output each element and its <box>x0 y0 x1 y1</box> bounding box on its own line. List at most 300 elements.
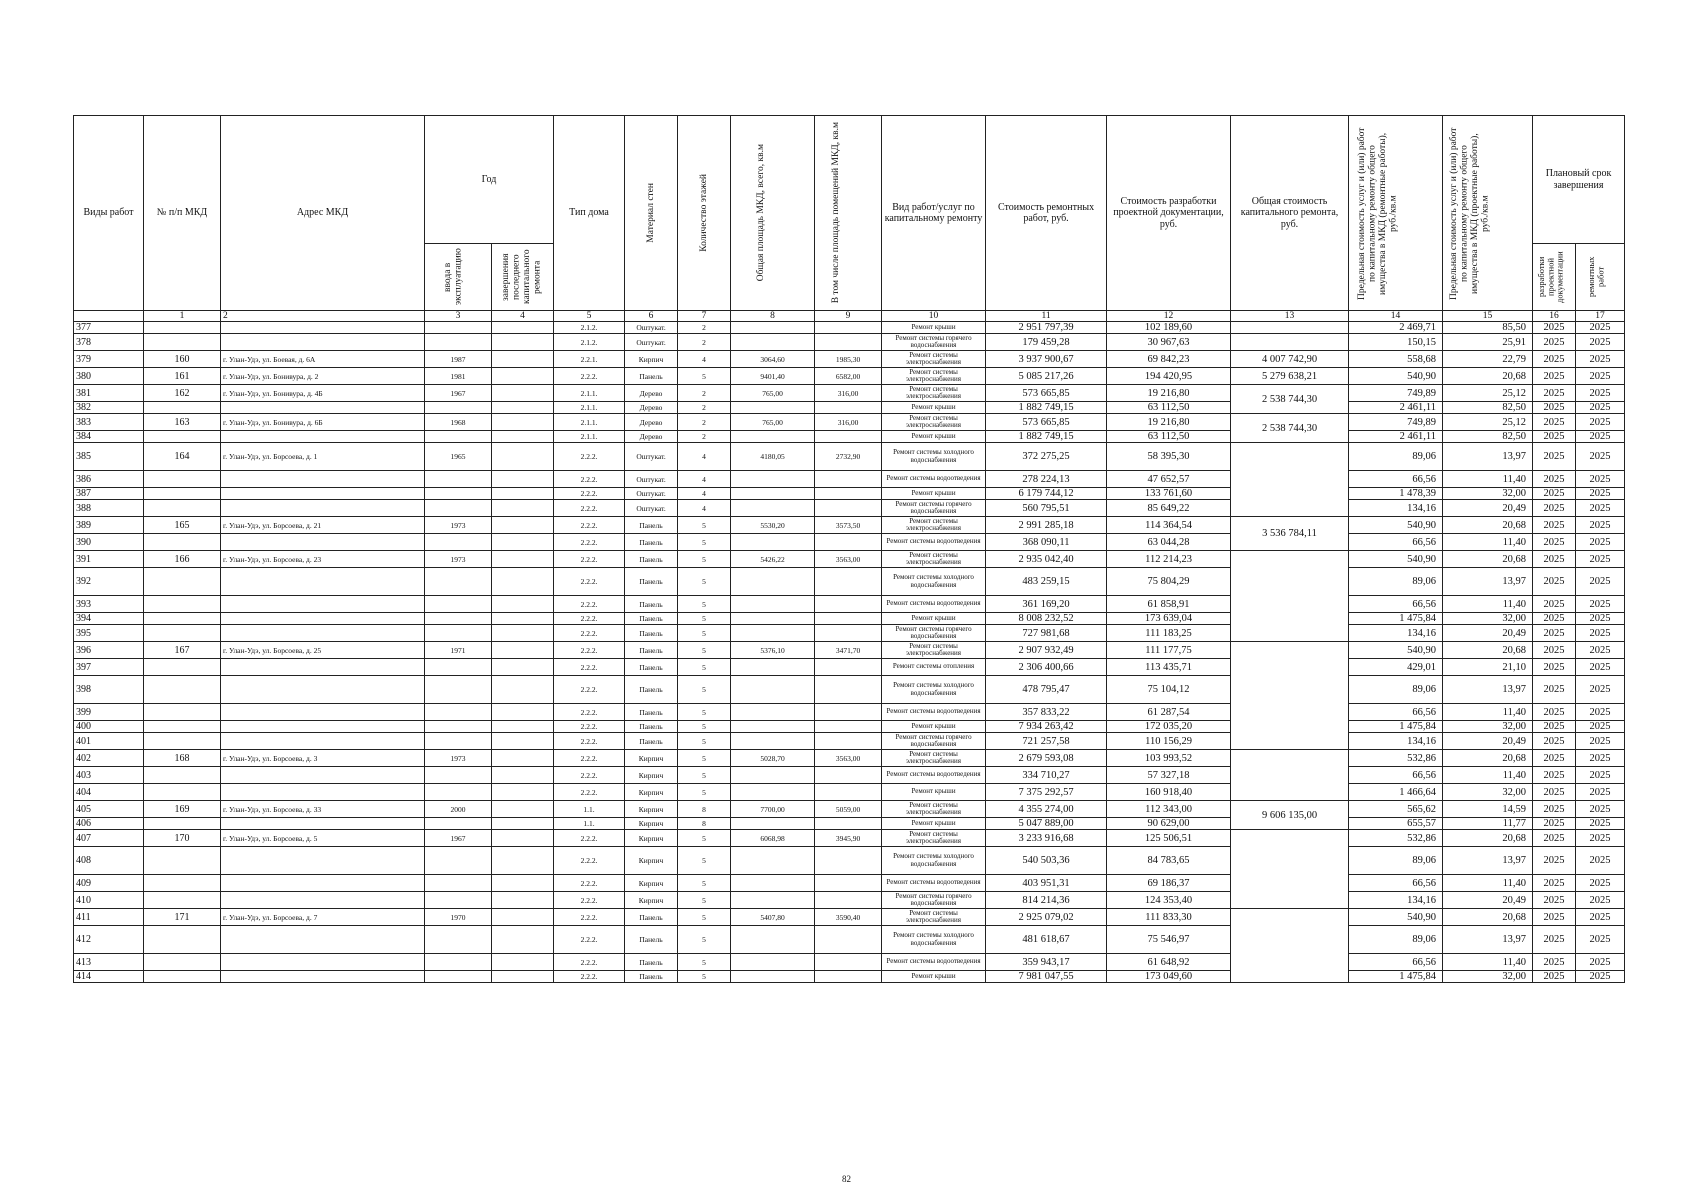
cell-vid-rabot: 382 <box>74 402 144 414</box>
cell-cost-design: 102 189,60 <box>1107 322 1231 334</box>
cell-address: г. Улан-Удэ, ул. Борсоева, д. 33 <box>221 801 425 818</box>
cell-cost-design: 173 049,60 <box>1107 971 1231 983</box>
cell-address: г. Улан-Удэ, ул. Борсоева, д. 5 <box>221 830 425 847</box>
cell-cost-repair: 1 882 749,15 <box>986 431 1107 443</box>
cell-wall-material: Панель <box>625 517 678 534</box>
cell-limit-design: 20,68 <box>1443 750 1533 767</box>
cell-house-type: 2.2.2. <box>554 534 625 551</box>
cell-area-total <box>731 954 815 971</box>
cell-year-commissioning <box>425 847 492 875</box>
table-body <box>74 322 1625 983</box>
table-row <box>74 659 1625 676</box>
cell-floors: 5 <box>678 784 731 801</box>
cell-year-last-repair <box>492 625 554 642</box>
cell-floors: 4 <box>678 500 731 517</box>
cell-mkd-number <box>144 818 221 830</box>
cell-cost-design: 111 177,75 <box>1107 642 1231 659</box>
header-wall-material: Материал стен <box>625 116 678 311</box>
cell-area-rooms <box>815 767 882 784</box>
cell-limit-design: 11,40 <box>1443 954 1533 971</box>
cell-cost-repair: 481 618,67 <box>986 926 1107 954</box>
cell-year-commissioning: 1987 <box>425 351 492 368</box>
cell-area-rooms <box>815 471 882 488</box>
cell-address: г. Улан-Удэ, ул. Боевая, д. 6А <box>221 351 425 368</box>
table-row <box>74 471 1625 488</box>
cell-vid-rabot: 396 <box>74 642 144 659</box>
cell-wall-material: Панель <box>625 368 678 385</box>
cell-cost-design: 124 353,40 <box>1107 892 1231 909</box>
cell-total-cost <box>1231 551 1349 642</box>
cell-year-commissioning <box>425 322 492 334</box>
cell-limit-repair: 1 466,64 <box>1349 784 1443 801</box>
table-row <box>74 443 1625 471</box>
cell-deadline-design: 2025 <box>1533 926 1576 954</box>
cell-house-type: 2.2.2. <box>554 954 625 971</box>
cell-area-total <box>731 875 815 892</box>
cell-work-type: Ремонт крыши <box>882 322 986 334</box>
cell-limit-repair: 532,86 <box>1349 750 1443 767</box>
cell-limit-repair: 540,90 <box>1349 909 1443 926</box>
cell-year-commissioning <box>425 568 492 596</box>
cell-cost-design: 57 327,18 <box>1107 767 1231 784</box>
cell-area-rooms <box>815 500 882 517</box>
cell-mkd-number: 160 <box>144 351 221 368</box>
cell-floors: 5 <box>678 596 731 613</box>
cell-deadline-repair: 2025 <box>1576 613 1625 625</box>
cell-limit-design: 13,97 <box>1443 443 1533 471</box>
cell-house-type: 2.2.2. <box>554 642 625 659</box>
cell-house-type: 2.2.2. <box>554 625 625 642</box>
cell-deadline-repair: 2025 <box>1576 704 1625 721</box>
cell-cost-repair: 2 935 042,40 <box>986 551 1107 568</box>
cell-work-type: Ремонт системы водоотведения <box>882 704 986 721</box>
cell-limit-repair: 89,06 <box>1349 568 1443 596</box>
cell-wall-material: Кирпич <box>625 351 678 368</box>
cell-year-commissioning <box>425 818 492 830</box>
cell-cost-design: 69 842,23 <box>1107 351 1231 368</box>
cell-house-type: 2.2.2. <box>554 551 625 568</box>
cell-area-total: 9401,40 <box>731 368 815 385</box>
cell-deadline-repair: 2025 <box>1576 322 1625 334</box>
cell-cost-repair: 560 795,51 <box>986 500 1107 517</box>
cell-cost-repair: 1 882 749,15 <box>986 402 1107 414</box>
cell-vid-rabot: 404 <box>74 784 144 801</box>
header-limit-design: Предельная стоимость услуг и (или) работ по капитальному ремонту общего имущества в МКД (проектные работы), руб./кв.м <box>1443 116 1533 311</box>
cell-mkd-number <box>144 613 221 625</box>
cell-address: г. Улан-Удэ, ул. Бонивура, д. 6Б <box>221 414 425 431</box>
cell-address <box>221 402 425 414</box>
cell-year-commissioning: 1971 <box>425 642 492 659</box>
column-number: 14 <box>1349 311 1443 322</box>
cell-address <box>221 322 425 334</box>
cell-limit-repair: 150,15 <box>1349 334 1443 351</box>
cell-address <box>221 500 425 517</box>
cell-limit-repair: 532,86 <box>1349 830 1443 847</box>
cell-area-total <box>731 322 815 334</box>
cell-year-last-repair <box>492 926 554 954</box>
cell-vid-rabot: 387 <box>74 488 144 500</box>
cell-mkd-number <box>144 971 221 983</box>
cell-year-commissioning <box>425 767 492 784</box>
cell-address <box>221 954 425 971</box>
cell-cost-repair: 403 951,31 <box>986 875 1107 892</box>
table-row <box>74 534 1625 551</box>
cell-area-total <box>731 659 815 676</box>
cell-deadline-repair: 2025 <box>1576 847 1625 875</box>
cell-cost-design: 61 648,92 <box>1107 954 1231 971</box>
cell-house-type: 2.2.2. <box>554 721 625 733</box>
cell-house-type: 2.1.1. <box>554 402 625 414</box>
cell-limit-repair: 1 475,84 <box>1349 613 1443 625</box>
cell-area-total <box>731 613 815 625</box>
cell-address: г. Улан-Удэ, ул. Борсоева, д. 7 <box>221 909 425 926</box>
cell-address <box>221 767 425 784</box>
cell-area-total: 6068,98 <box>731 830 815 847</box>
cell-deadline-repair: 2025 <box>1576 818 1625 830</box>
cell-deadline-design: 2025 <box>1533 471 1576 488</box>
cell-deadline-repair: 2025 <box>1576 551 1625 568</box>
cell-limit-design: 20,49 <box>1443 500 1533 517</box>
cell-deadline-design: 2025 <box>1533 351 1576 368</box>
cell-floors: 2 <box>678 385 731 402</box>
cell-work-type: Ремонт крыши <box>882 721 986 733</box>
cell-wall-material: Панель <box>625 568 678 596</box>
cell-wall-material: Панель <box>625 926 678 954</box>
cell-mkd-number: 168 <box>144 750 221 767</box>
cell-year-commissioning: 1973 <box>425 750 492 767</box>
cell-area-total <box>731 625 815 642</box>
cell-cost-repair: 368 090,11 <box>986 534 1107 551</box>
header-floors: Количество этажей <box>678 116 731 311</box>
cell-mkd-number <box>144 676 221 704</box>
cell-vid-rabot: 380 <box>74 368 144 385</box>
cell-limit-repair: 1 475,84 <box>1349 971 1443 983</box>
cell-address <box>221 613 425 625</box>
cell-area-total <box>731 784 815 801</box>
cell-mkd-number <box>144 847 221 875</box>
cell-wall-material: Панель <box>625 534 678 551</box>
cell-cost-design: 75 104,12 <box>1107 676 1231 704</box>
cell-cost-design: 194 420,95 <box>1107 368 1231 385</box>
cell-wall-material: Панель <box>625 704 678 721</box>
cell-area-total <box>731 721 815 733</box>
cell-deadline-design: 2025 <box>1533 721 1576 733</box>
cell-wall-material: Оштукат. <box>625 322 678 334</box>
cell-limit-design: 82,50 <box>1443 402 1533 414</box>
cell-cost-design: 111 833,30 <box>1107 909 1231 926</box>
cell-wall-material: Оштукат. <box>625 334 678 351</box>
cell-deadline-repair: 2025 <box>1576 733 1625 750</box>
cell-year-last-repair <box>492 414 554 431</box>
cell-cost-repair: 4 355 274,00 <box>986 801 1107 818</box>
cell-house-type: 2.2.2. <box>554 767 625 784</box>
cell-vid-rabot: 390 <box>74 534 144 551</box>
cell-address <box>221 471 425 488</box>
cell-floors: 4 <box>678 351 731 368</box>
cell-year-last-repair <box>492 875 554 892</box>
cell-floors: 5 <box>678 642 731 659</box>
cell-mkd-number <box>144 704 221 721</box>
cell-area-rooms <box>815 613 882 625</box>
cell-area-total: 5376,10 <box>731 642 815 659</box>
table-row <box>74 892 1625 909</box>
cell-house-type: 2.1.2. <box>554 334 625 351</box>
cell-deadline-design: 2025 <box>1533 534 1576 551</box>
cell-area-rooms: 3471,70 <box>815 642 882 659</box>
cell-deadline-design: 2025 <box>1533 875 1576 892</box>
cell-floors: 5 <box>678 733 731 750</box>
cell-cost-repair: 5 047 889,00 <box>986 818 1107 830</box>
cell-total-cost <box>1231 750 1349 801</box>
cell-address: г. Улан-Удэ, ул. Борсоева, д. 23 <box>221 551 425 568</box>
cell-deadline-design: 2025 <box>1533 954 1576 971</box>
cell-house-type: 2.2.2. <box>554 926 625 954</box>
cell-work-type: Ремонт системы электроснабжения <box>882 351 986 368</box>
cell-total-cost <box>1231 322 1349 334</box>
cell-cost-design: 61 287,54 <box>1107 704 1231 721</box>
cell-year-last-repair <box>492 767 554 784</box>
cell-floors: 5 <box>678 971 731 983</box>
table-row <box>74 351 1625 368</box>
cell-year-last-repair <box>492 443 554 471</box>
cell-deadline-design: 2025 <box>1533 659 1576 676</box>
cell-work-type: Ремонт системы горячего водоснабжения <box>882 500 986 517</box>
cell-area-rooms: 3573,50 <box>815 517 882 534</box>
cell-floors: 5 <box>678 926 731 954</box>
cell-work-type: Ремонт системы горячего водоснабжения <box>882 625 986 642</box>
cell-year-last-repair <box>492 954 554 971</box>
cell-vid-rabot: 401 <box>74 733 144 750</box>
cell-cost-repair: 540 503,36 <box>986 847 1107 875</box>
cell-house-type: 2.2.2. <box>554 659 625 676</box>
cell-vid-rabot: 398 <box>74 676 144 704</box>
cell-vid-rabot: 381 <box>74 385 144 402</box>
cell-total-cost: 2 538 744,30 <box>1231 414 1349 443</box>
cell-wall-material: Панель <box>625 551 678 568</box>
cell-wall-material: Панель <box>625 613 678 625</box>
cell-house-type: 2.2.2. <box>554 471 625 488</box>
cell-cost-design: 30 967,63 <box>1107 334 1231 351</box>
cell-limit-repair: 66,56 <box>1349 471 1443 488</box>
cell-year-last-repair <box>492 551 554 568</box>
cell-work-type: Ремонт крыши <box>882 431 986 443</box>
cell-mkd-number <box>144 954 221 971</box>
cell-vid-rabot: 400 <box>74 721 144 733</box>
cell-area-total: 7700,00 <box>731 801 815 818</box>
cell-deadline-repair: 2025 <box>1576 892 1625 909</box>
cell-deadline-repair: 2025 <box>1576 471 1625 488</box>
cell-year-commissioning: 1965 <box>425 443 492 471</box>
cell-floors: 5 <box>678 892 731 909</box>
cell-year-commissioning: 1967 <box>425 830 492 847</box>
cell-wall-material: Панель <box>625 971 678 983</box>
cell-year-commissioning <box>425 471 492 488</box>
cell-area-rooms: 2732,90 <box>815 443 882 471</box>
cell-vid-rabot: 388 <box>74 500 144 517</box>
cell-cost-design: 160 918,40 <box>1107 784 1231 801</box>
cell-year-commissioning <box>425 676 492 704</box>
cell-deadline-design: 2025 <box>1533 443 1576 471</box>
cell-year-last-repair <box>492 971 554 983</box>
cell-year-last-repair <box>492 704 554 721</box>
cell-wall-material: Кирпич <box>625 847 678 875</box>
cell-cost-repair: 3 233 916,68 <box>986 830 1107 847</box>
cell-deadline-repair: 2025 <box>1576 926 1625 954</box>
table-row <box>74 414 1625 431</box>
cell-floors: 4 <box>678 488 731 500</box>
cell-house-type: 1.1. <box>554 801 625 818</box>
cell-cost-design: 111 183,25 <box>1107 625 1231 642</box>
cell-floors: 5 <box>678 767 731 784</box>
cell-wall-material: Панель <box>625 733 678 750</box>
cell-mkd-number <box>144 659 221 676</box>
cell-mkd-number <box>144 568 221 596</box>
cell-year-last-repair <box>492 909 554 926</box>
cell-total-cost: 3 536 784,11 <box>1231 517 1349 551</box>
cell-wall-material: Оштукат. <box>625 443 678 471</box>
cell-house-type: 2.2.2. <box>554 517 625 534</box>
cell-cost-design: 114 364,54 <box>1107 517 1231 534</box>
cell-limit-repair: 540,90 <box>1349 368 1443 385</box>
cell-year-last-repair <box>492 784 554 801</box>
table-row <box>74 784 1625 801</box>
cell-limit-design: 11,40 <box>1443 596 1533 613</box>
cell-limit-design: 13,97 <box>1443 847 1533 875</box>
cell-mkd-number: 171 <box>144 909 221 926</box>
cell-cost-repair: 3 937 900,67 <box>986 351 1107 368</box>
cell-area-total: 765,00 <box>731 414 815 431</box>
cell-cost-design: 172 035,20 <box>1107 721 1231 733</box>
cell-work-type: Ремонт системы электроснабжения <box>882 414 986 431</box>
cell-limit-design: 20,68 <box>1443 551 1533 568</box>
cell-address <box>221 704 425 721</box>
cell-wall-material: Кирпич <box>625 801 678 818</box>
cell-limit-repair: 540,90 <box>1349 551 1443 568</box>
cell-limit-design: 32,00 <box>1443 613 1533 625</box>
cell-mkd-number <box>144 500 221 517</box>
column-number-row <box>74 311 1625 322</box>
cell-area-total <box>731 818 815 830</box>
cell-area-rooms <box>815 971 882 983</box>
cell-cost-repair: 278 224,13 <box>986 471 1107 488</box>
table-row <box>74 625 1625 642</box>
cell-limit-design: 14,59 <box>1443 801 1533 818</box>
cell-area-rooms: 3590,40 <box>815 909 882 926</box>
cell-address <box>221 431 425 443</box>
cell-cost-repair: 727 981,68 <box>986 625 1107 642</box>
cell-deadline-repair: 2025 <box>1576 721 1625 733</box>
cell-address <box>221 659 425 676</box>
cell-limit-repair: 66,56 <box>1349 954 1443 971</box>
cell-house-type: 2.2.2. <box>554 909 625 926</box>
cell-house-type: 2.2.2. <box>554 847 625 875</box>
cell-deadline-repair: 2025 <box>1576 971 1625 983</box>
cell-cost-design: 125 506,51 <box>1107 830 1231 847</box>
cell-wall-material: Дерево <box>625 431 678 443</box>
cell-house-type: 2.2.2. <box>554 971 625 983</box>
cell-area-total <box>731 402 815 414</box>
cell-cost-design: 19 216,80 <box>1107 414 1231 431</box>
cell-area-rooms <box>815 534 882 551</box>
cell-year-commissioning <box>425 926 492 954</box>
cell-mkd-number <box>144 784 221 801</box>
cell-limit-repair: 429,01 <box>1349 659 1443 676</box>
cell-limit-design: 20,49 <box>1443 625 1533 642</box>
cell-wall-material: Панель <box>625 721 678 733</box>
cell-cost-repair: 7 934 263,42 <box>986 721 1107 733</box>
cell-deadline-repair: 2025 <box>1576 676 1625 704</box>
cell-area-total <box>731 334 815 351</box>
cell-vid-rabot: 407 <box>74 830 144 847</box>
table-row <box>74 954 1625 971</box>
cell-limit-design: 11,40 <box>1443 534 1533 551</box>
cell-floors: 2 <box>678 334 731 351</box>
cell-vid-rabot: 408 <box>74 847 144 875</box>
cell-deadline-repair: 2025 <box>1576 568 1625 596</box>
cell-limit-design: 22,79 <box>1443 351 1533 368</box>
cell-deadline-repair: 2025 <box>1576 801 1625 818</box>
cell-deadline-repair: 2025 <box>1576 402 1625 414</box>
cell-cost-design: 110 156,29 <box>1107 733 1231 750</box>
cell-address <box>221 596 425 613</box>
cell-year-last-repair <box>492 368 554 385</box>
cell-year-commissioning <box>425 954 492 971</box>
cell-year-commissioning <box>425 500 492 517</box>
cell-work-type: Ремонт системы холодного водоснабжения <box>882 926 986 954</box>
cell-mkd-number <box>144 322 221 334</box>
cell-area-rooms <box>815 733 882 750</box>
cell-work-type: Ремонт системы электроснабжения <box>882 551 986 568</box>
cell-work-type: Ремонт системы отопления <box>882 659 986 676</box>
cell-vid-rabot: 392 <box>74 568 144 596</box>
cell-house-type: 2.2.2. <box>554 368 625 385</box>
cell-house-type: 2.2.2. <box>554 500 625 517</box>
cell-deadline-repair: 2025 <box>1576 875 1625 892</box>
cell-wall-material: Панель <box>625 625 678 642</box>
cell-year-last-repair <box>492 659 554 676</box>
cell-mkd-number: 161 <box>144 368 221 385</box>
cell-deadline-design: 2025 <box>1533 596 1576 613</box>
cell-work-type: Ремонт системы холодного водоснабжения <box>882 847 986 875</box>
cell-year-commissioning <box>425 892 492 909</box>
cell-limit-design: 11,40 <box>1443 471 1533 488</box>
cell-area-rooms <box>815 704 882 721</box>
cell-year-last-repair <box>492 892 554 909</box>
cell-cost-design: 112 343,00 <box>1107 801 1231 818</box>
cell-area-total <box>731 534 815 551</box>
cell-wall-material: Панель <box>625 642 678 659</box>
page-number: 82 <box>842 1174 851 1184</box>
cell-wall-material: Панель <box>625 659 678 676</box>
cell-floors: 4 <box>678 443 731 471</box>
cell-vid-rabot: 394 <box>74 613 144 625</box>
header-area-total: Общая площадь МКД, всего, кв.м <box>731 116 815 311</box>
cell-mkd-number <box>144 875 221 892</box>
column-number: 1 <box>144 311 221 322</box>
table-row <box>74 847 1625 875</box>
cell-floors: 2 <box>678 414 731 431</box>
cell-cost-repair: 721 257,58 <box>986 733 1107 750</box>
cell-work-type: Ремонт системы электроснабжения <box>882 642 986 659</box>
cell-address <box>221 892 425 909</box>
cell-limit-repair: 134,16 <box>1349 625 1443 642</box>
cell-wall-material: Дерево <box>625 402 678 414</box>
cell-floors: 2 <box>678 322 731 334</box>
cell-house-type: 2.2.2. <box>554 596 625 613</box>
column-number: 6 <box>625 311 678 322</box>
cell-address <box>221 721 425 733</box>
cell-year-last-repair <box>492 642 554 659</box>
